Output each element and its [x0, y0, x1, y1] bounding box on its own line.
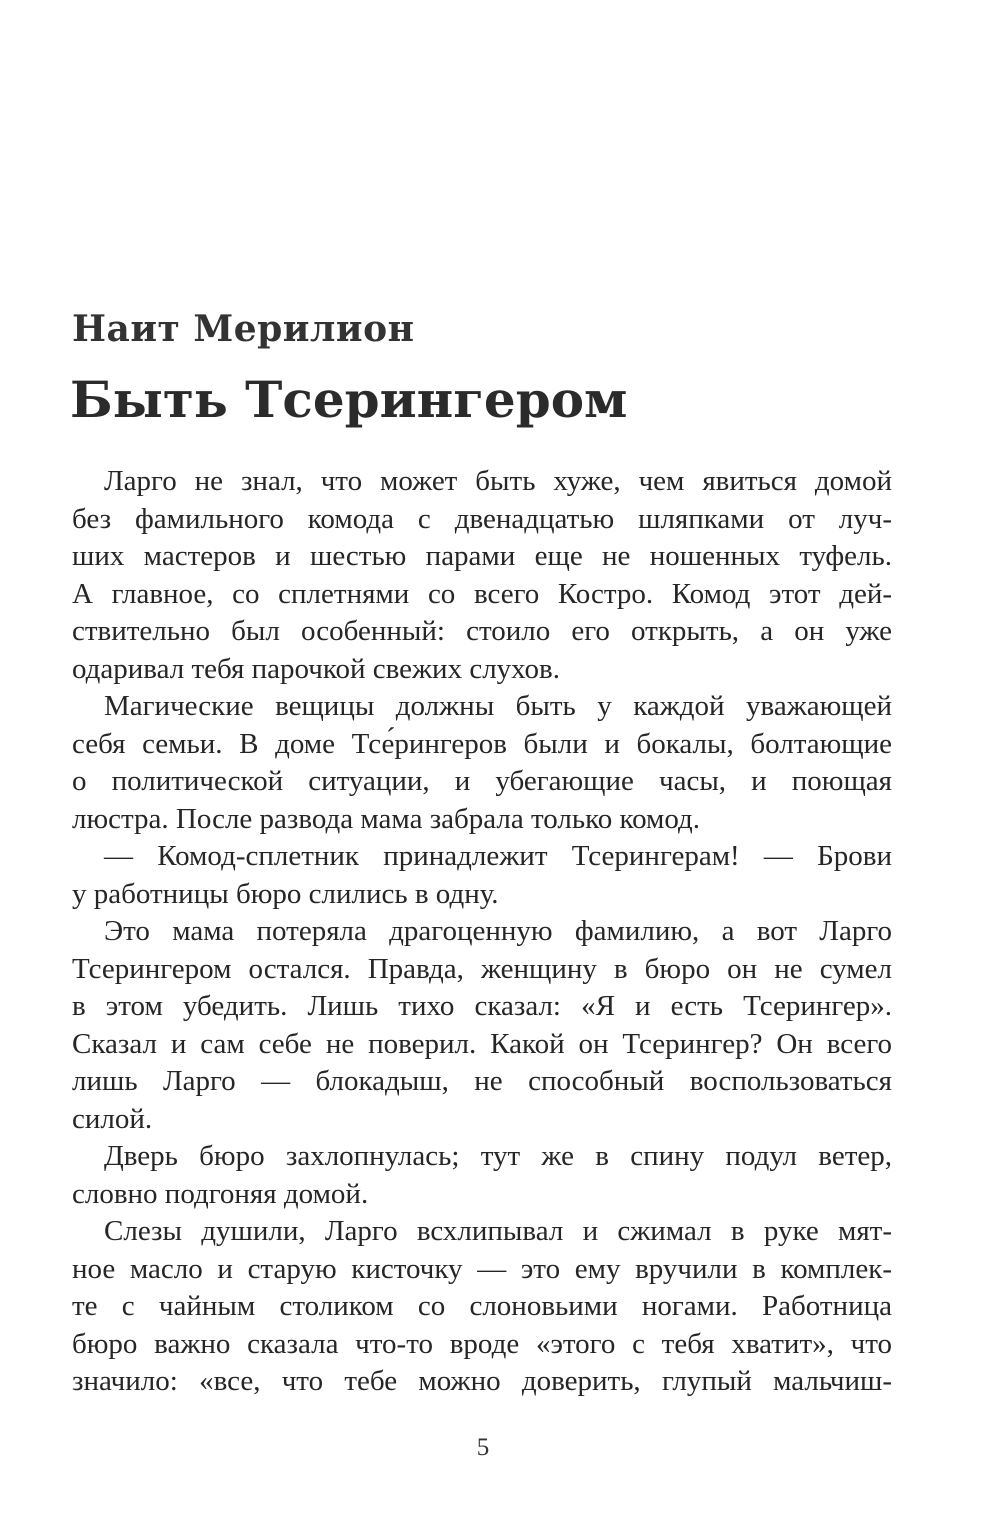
paragraph [72, 1138, 892, 1213]
text-line: бюро важно сказала что-то вроде «этого с тебя хватит», что [72, 1327, 892, 1360]
text-line: силой. [72, 1102, 153, 1135]
text-line: А главное, со сплетнями со всего Костро. Комод этот дей- [72, 577, 892, 610]
text-line: в этом убедить. Лишь тихо сказал: «Я и есть Тсерингер». [72, 990, 892, 1022]
text-line: себя семьи. В доме Тсе́рингеров были и бокалы, болтающие [72, 727, 892, 760]
text-line: без фамильного комода с двенадцатью шляпками от луч- [72, 502, 892, 535]
text-line: ное масло и старую кисточку — это ему вручили в комплек- [72, 1252, 892, 1285]
story-title: Быть Тсерингером [70, 370, 628, 429]
text-line: Слезы душили, Ларго всхлипывал и сжимал в руке мят- [104, 1215, 892, 1247]
paragraph [72, 688, 892, 838]
text-line: словно подгоняя домой. [72, 1177, 369, 1210]
text-line: лишь Ларго — блокадыш, не способный воспользоваться [72, 1065, 892, 1097]
text-line: Сказал и сам себе не поверил. Какой он Тсерингер? Он всего [72, 1027, 892, 1060]
text-line: Дверь бюро захлопнулась; тут же в спину подул ветер, [104, 1140, 892, 1172]
text-line: ствительно был особенный: стоило его открыть, а он уже [72, 615, 892, 647]
text-line: значило: «все, что тебе можно доверить, глупый мальчиш- [72, 1365, 892, 1397]
text-line: Это мама потеряла драгоценную фамилию, а вот Ларго [104, 915, 892, 947]
text-line: Ларго не знал, что может быть хуже, чем явиться домой [104, 465, 892, 497]
paragraph [72, 913, 892, 1138]
text-line: ших мастеров и шестью парами еще не ношенных туфель. [72, 540, 892, 572]
text-line: у работницы бюро слились в одну. [72, 877, 499, 910]
text-line: Тсерингером остался. Правда, женщину в бюро он не сумел [72, 952, 892, 985]
text-line: — Комод-сплетник принадлежит Тсерингерам! — Брови [104, 840, 892, 872]
text-line: о политической ситуации, и убегающие часы, и поющая [72, 765, 892, 797]
author-name: Наит Мерилион [72, 308, 415, 350]
page-number: 5 [476, 1434, 490, 1461]
paragraph [72, 838, 892, 913]
text-line: одаривал тебя парочкой свежих слухов. [72, 652, 561, 685]
text-line: Магические вещицы должны быть у каждой уважающей [104, 690, 892, 722]
paragraph [72, 1213, 892, 1401]
text-line: люстра. После развода мама забрала только комод. [72, 802, 701, 835]
story-body [72, 463, 892, 1401]
paragraph [72, 463, 892, 688]
text-line: те с чайным столиком со слоновьими ногами. Работница [72, 1290, 892, 1322]
